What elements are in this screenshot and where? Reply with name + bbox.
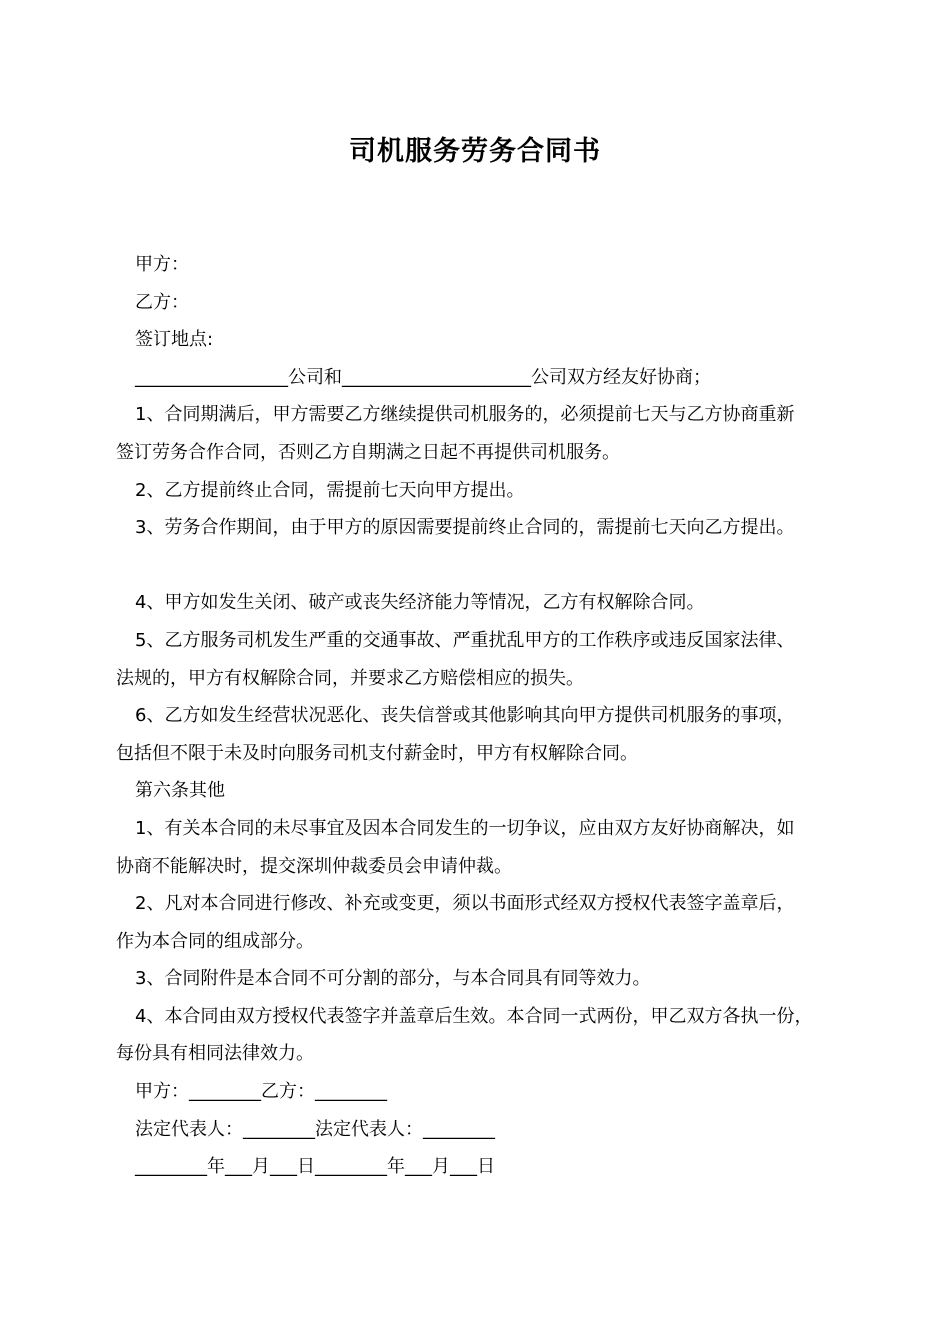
other-clause-3: 3、合同附件是本合同不可分割的部分，与本合同具有同等效力。: [135, 968, 651, 990]
clause-1-line-2: 签订劳务合作合同，否则乙方自期满之日起不再提供司机服务。: [116, 441, 620, 463]
intro-line: _________________公司和_____________________公司双方经友好协商；: [135, 366, 711, 388]
paragraph-gap: [116, 547, 856, 585]
signature-representatives-line: 法定代表人：________法定代表人：________: [135, 1118, 495, 1140]
clause-5-line-1: 5、乙方服务司机发生严重的交通事故、严重扰乱甲方的工作秩序或违反国家法律、: [135, 629, 795, 651]
signature-parties-line: 甲方：________乙方：________: [135, 1081, 387, 1103]
clause-2: 2、乙方提前终止合同，需提前七天向甲方提出。: [135, 479, 525, 501]
other-clause-1-line-2: 协商不能解决时，提交深圳仲裁委员会申请仲裁。: [116, 855, 512, 877]
document-body: [116, 246, 856, 1186]
other-clause-4-line-2: 每份具有相同法律效力。: [116, 1043, 314, 1065]
document-title: 司机服务劳务合同书: [349, 136, 601, 167]
clause-6-line-2: 包括但不限于未及时向服务司机支付薪金时，甲方有权解除合同。: [116, 742, 638, 764]
party-b-line: 乙方：: [135, 291, 189, 313]
other-clause-2-line-2: 作为本合同的组成部分。: [116, 930, 314, 952]
clause-3: 3、劳务合作期间，由于甲方的原因需要提前终止合同的，需提前七天向乙方提出。: [135, 517, 795, 539]
clause-1-line-1: 1、合同期满后，甲方需要乙方继续提供司机服务的，必须提前七天与乙方协商重新: [135, 404, 795, 426]
signing-place-line: 签订地点:: [135, 329, 214, 351]
other-clause-1-line-1: 1、有关本合同的未尽事宜及因本合同发生的一切争议，应由双方友好协商解决，如: [135, 817, 795, 839]
other-clause-2-line-1: 2、凡对本合同进行修改、补充或变更，须以书面形式经双方授权代表签字盖章后，: [135, 893, 795, 915]
signature-dates-line: ________年___月___日________年___月___日: [135, 1156, 495, 1178]
clause-5-line-2: 法规的，甲方有权解除合同，并要求乙方赔偿相应的损失。: [116, 667, 584, 689]
clause-4: 4、甲方如发生关闭、破产或丧失经济能力等情况，乙方有权解除合同。: [135, 592, 705, 614]
other-clause-4-line-1: 4、本合同由双方授权代表签字并盖章后生效。本合同一式两份，甲乙双方各执一份，: [135, 1005, 813, 1027]
party-a-line: 甲方：: [135, 254, 189, 275]
clause-6-line-1: 6、乙方如发生经营状况恶化、丧失信誉或其他影响其向甲方提供司机服务的事项，: [135, 705, 795, 727]
article-6-heading: 第六条其他: [135, 780, 225, 802]
